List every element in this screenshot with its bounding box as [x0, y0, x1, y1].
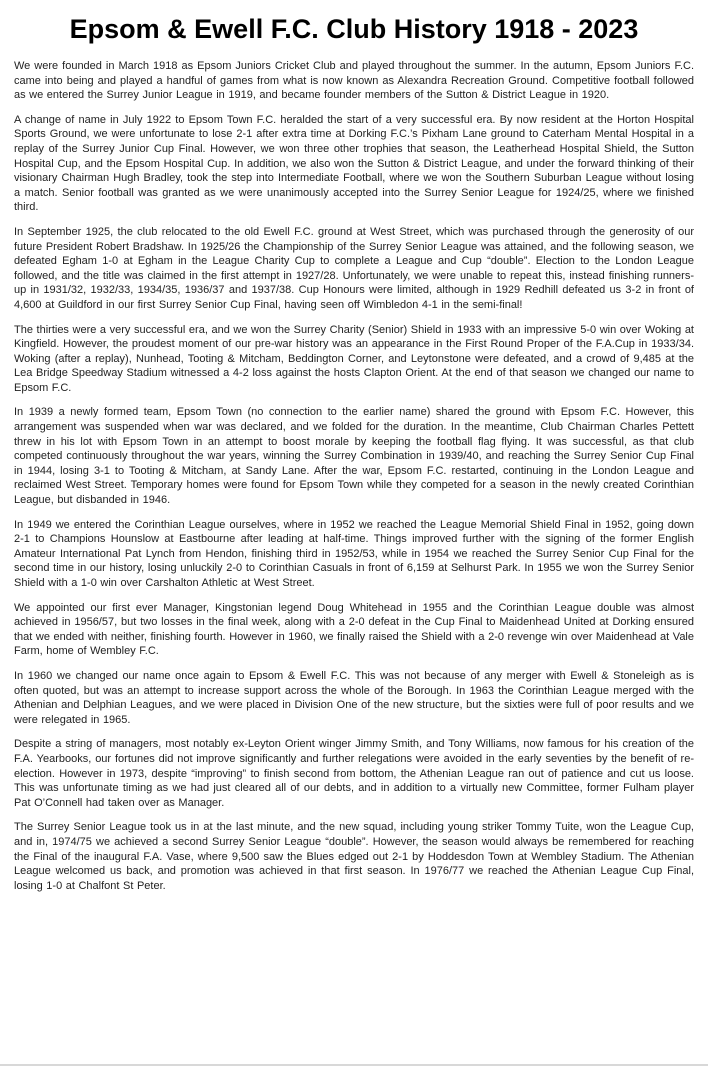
- paragraph-founding: We were founded in March 1918 as Epsom Juniors Cricket Club and played throughout the summer. In the autumn, Epsom Juniors F.C. came into being and played a handful of games from what is now known as Alexandra Recreation Ground. Competitive football followed as we entered the Surrey Junior League in 1919, and became founder members of the Sutton & District League in 1920.: [14, 60, 694, 102]
- paragraph-epsom-town: A change of name in July 1922 to Epsom Town F.C. heralded the start of a very successful era. By now resident at the Horton Hospital Sports Ground, we were unfortunate to lose 2-1 after extra time at Dorking F.C.’s Pixham Lane ground to Caterham Mental Hospital in a replay of the Surrey Junior Cup Final. However, we won three other trophies that season, the Leatherhead Hospital Shield, the Sutton Hospital Cup, and the Epsom Hospital Cup. In addition, we also won the Sutton & District League, and under the forward thinking of their visionary Chairman Hugh Bradley, took the step into Intermediate Football, where we won the Southern Suburban League without losing a match. Senior football was granted as we were unanimously accepted into the Surrey Senior League for 1924/25, where we finished third.: [14, 113, 694, 214]
- paragraph-seventies: Despite a string of managers, most notably ex-Leyton Orient winger Jimmy Smith, and Tony Williams, now famous for his creation of the F.A. Yearbooks, our fortunes did not improve significantly and further relegations were avoided in the early seventies by the benefit of re-election. However in 1973, despite “improving” to finish second from bottom, the Athenian League ran out of patience and cut us loose. This was unfortunate timing as we had just cleared all of our debts, and in addition to a virtually new Committee, former Fulham player Pat O’Connell had taken over as Manager.: [14, 738, 694, 809]
- paragraph-west-street: In September 1925, the club relocated to the old Ewell F.C. ground at West Street, which was purchased through the generosity of our future President Robert Bradshaw. In 1925/26 the Championship of the Surrey Senior League was attained, and the following season, we defeated Egham 1-0 at Egham in the League Charity Cup to complete a League and Cup “double”. Election to the London League followed, and the title was claimed in the first attempt in 1927/28. Unfortunately, we were unable to repeat this, instead finishing runners-up in 1931/32, 1932/33, 1934/35, 1936/37 and 1937/38. Cup Honours were limited, although in 1929 Redhill defeated us 3-2 in front of 4,600 at Guildford in our first Surrey Senior Cup Final, having seen off Wimbledon 4-1 in the semi-final!: [14, 225, 694, 311]
- page-bottom-divider: [0, 1064, 708, 1066]
- paragraph-corinthian-league: In 1949 we entered the Corinthian League ourselves, where in 1952 we reached the League Memorial Shield Final in 1952, going down 2-1 to Champions Hounslow at Eastbourne after leading at half-time. Things improved further with the signing of the former English Amateur International Pat Lynch from Hendon, finishing third in 1952/53, while in 1954 we reached the Surrey Senior Cup Final for the second time in our history, losing unluckily 2-0 to Corinthian Casuals in front of 6,159 at Selhurst Park. In 1955 we won the Surrey Senior Shield with a 1-0 win over Carshalton Athletic at West Street.: [14, 518, 694, 589]
- document-body: [14, 59, 694, 893]
- page-title: Epsom & Ewell F.C. Club History 1918 - 2023: [69, 14, 639, 44]
- paragraph-wartime: In 1939 a newly formed team, Epsom Town (no connection to the earlier name) shared the ground with Epsom F.C. However, this arrangement was suspended when war was declared, and we folded for the duration. In the meantime, Club Chairman Charles Pettett threw in his lot with Epsom Town in an attempt to boost morale by keeping the football flag flying. It was successful, as that club competed continuously throughout the war years, winning the Surrey Combination in 1939/40, and reaching the Surrey Senior Cup Final in 1944, losing 3-1 to Tooting & Mitcham, at Sandy Lane. After the war, Epsom F.C. restarted, continuing in the London League and reclaimed West Street. Temporary homes were found for Epsom Town while they competed for a season in the newly created Corinthian League, but disbanded in 1946.: [14, 406, 694, 507]
- paragraph-name-change-1960: In 1960 we changed our name once again to Epsom & Ewell F.C. This was not because of any merger with Ewell & Stoneleigh as is often quoted, but was an attempt to increase support across the whole of the Borough. In 1963 the Corinthian League merged with the Athenian and Delphian Leagues, and we were placed in Division One of the new structure, but the sixties were full of poor results and we were relegated in 1965.: [14, 669, 694, 726]
- paragraph-fa-vase: The Surrey Senior League took us in at the last minute, and the new squad, including young striker Tommy Tuite, won the League Cup, and in, 1974/75 we achieved a second Surrey Senior League “double”. However, the season would always be remembered for reaching the Final of the inaugural F.A. Vase, where 9,500 saw the Blues edged out 2-1 by Hoddesdon Town at Wembley Stadium. The Athenian League welcomed us back, and promotion was achieved in that first season. In 1976/77 we reached the Athenian League Cup Final, losing 1-0 at Chalfont St Peter.: [14, 821, 694, 892]
- paragraph-thirties: The thirties were a very successful era, and we won the Surrey Charity (Senior) Shield in 1933 with an impressive 5-0 win over Woking at Kingfield. However, the proudest moment of our pre-war history was an appearance in the First Round Proper of the F.A.Cup in 1933/34. Woking (after a replay), Nunhead, Tooting & Mitcham, Beddington Corner, and Leytonstone were defeated, and a crowd of 9,485 at the Lea Bridge Speedway Stadium witnessed a 4-2 loss against the hosts Clapton Orient. At the end of that season we changed our name to Epsom F.C.: [14, 323, 694, 394]
- paragraph-first-manager: We appointed our first ever Manager, Kingstonian legend Doug Whitehead in 1955 and the Corinthian League double was almost achieved in 1956/57, but two losses in the final week, along with a 2-0 defeat in the Cup Final to Maidenhead United at Dorking ensured that we ended with neither, finishing fourth. However in 1960, we finally raised the Shield with a 2-0 revenge win over Maidenhead at Vale Farm, home of Wembley F.C.: [14, 601, 694, 658]
